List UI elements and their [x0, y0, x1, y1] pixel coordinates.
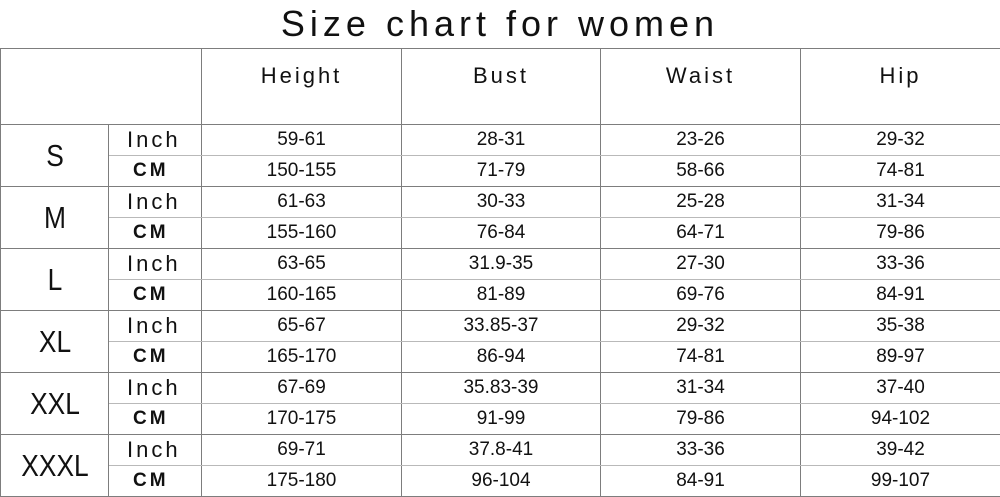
unit-label-inch: Inch: [109, 125, 202, 156]
bust-value: 37.8-41: [402, 435, 601, 466]
height-value: 63-65: [202, 249, 402, 280]
unit-label-inch: Inch: [109, 249, 202, 280]
bust-value: 31.9-35: [402, 249, 601, 280]
size-row-cm: [1, 404, 1000, 435]
hip-value: 94-102: [801, 404, 1000, 435]
size-row-cm: [1, 218, 1000, 249]
waist-value: 33-36: [601, 435, 801, 466]
size-row-inch: [1, 435, 1000, 466]
hip-value: 84-91: [801, 280, 1000, 311]
unit-label-cm: CM: [109, 280, 202, 311]
hip-value: 39-42: [801, 435, 1000, 466]
hip-value: 33-36: [801, 249, 1000, 280]
chart-title: Size chart for women: [0, 0, 1000, 48]
bust-value: 91-99: [402, 404, 601, 435]
hip-value: 89-97: [801, 342, 1000, 373]
header-hip: Hip: [801, 49, 1000, 125]
unit-label-inch: Inch: [109, 435, 202, 466]
bust-value: 30-33: [402, 187, 601, 218]
bust-value: 35.83-39: [402, 373, 601, 404]
waist-value: 74-81: [601, 342, 801, 373]
height-value: 61-63: [202, 187, 402, 218]
waist-value: 25-28: [601, 187, 801, 218]
header-height: Height: [202, 49, 402, 125]
bust-value: 96-104: [402, 466, 601, 497]
size-row-cm: [1, 342, 1000, 373]
unit-label-cm: CM: [109, 466, 202, 497]
header-corner: [1, 49, 202, 125]
height-value: 175-180: [202, 466, 402, 497]
hip-value: 29-32: [801, 125, 1000, 156]
unit-label-inch: Inch: [109, 187, 202, 218]
waist-value: 84-91: [601, 466, 801, 497]
size-row-cm: [1, 280, 1000, 311]
height-value: 59-61: [202, 125, 402, 156]
unit-label-cm: CM: [109, 156, 202, 187]
size-label: M: [9, 187, 101, 249]
size-row-inch: [1, 125, 1000, 156]
size-row-inch: [1, 373, 1000, 404]
header-row: [1, 49, 1000, 125]
bust-value: 81-89: [402, 280, 601, 311]
size-label: L: [9, 249, 101, 311]
height-value: 160-165: [202, 280, 402, 311]
size-chart-table: [0, 48, 1000, 497]
size-label: XXL: [9, 373, 101, 435]
waist-value: 79-86: [601, 404, 801, 435]
waist-value: 29-32: [601, 311, 801, 342]
hip-value: 99-107: [801, 466, 1000, 497]
unit-label-cm: CM: [109, 342, 202, 373]
bust-value: 86-94: [402, 342, 601, 373]
unit-label-cm: CM: [109, 404, 202, 435]
height-value: 150-155: [202, 156, 402, 187]
waist-value: 23-26: [601, 125, 801, 156]
header-waist: Waist: [601, 49, 801, 125]
height-value: 69-71: [202, 435, 402, 466]
hip-value: 79-86: [801, 218, 1000, 249]
hip-value: 31-34: [801, 187, 1000, 218]
bust-value: 71-79: [402, 156, 601, 187]
height-value: 65-67: [202, 311, 402, 342]
waist-value: 69-76: [601, 280, 801, 311]
hip-value: 74-81: [801, 156, 1000, 187]
size-row-cm: [1, 156, 1000, 187]
height-value: 67-69: [202, 373, 402, 404]
bust-value: 28-31: [402, 125, 601, 156]
unit-label-inch: Inch: [109, 311, 202, 342]
height-value: 170-175: [202, 404, 402, 435]
height-value: 155-160: [202, 218, 402, 249]
size-row-inch: [1, 311, 1000, 342]
waist-value: 64-71: [601, 218, 801, 249]
size-row-inch: [1, 187, 1000, 218]
hip-value: 37-40: [801, 373, 1000, 404]
waist-value: 27-30: [601, 249, 801, 280]
unit-label-cm: CM: [109, 218, 202, 249]
size-label: XXXL: [9, 435, 101, 497]
size-row-cm: [1, 466, 1000, 497]
header-bust: Bust: [402, 49, 601, 125]
waist-value: 58-66: [601, 156, 801, 187]
bust-value: 76-84: [402, 218, 601, 249]
unit-label-inch: Inch: [109, 373, 202, 404]
size-row-inch: [1, 249, 1000, 280]
size-label: S: [9, 125, 101, 187]
hip-value: 35-38: [801, 311, 1000, 342]
waist-value: 31-34: [601, 373, 801, 404]
height-value: 165-170: [202, 342, 402, 373]
bust-value: 33.85-37: [402, 311, 601, 342]
size-label: XL: [9, 311, 101, 373]
